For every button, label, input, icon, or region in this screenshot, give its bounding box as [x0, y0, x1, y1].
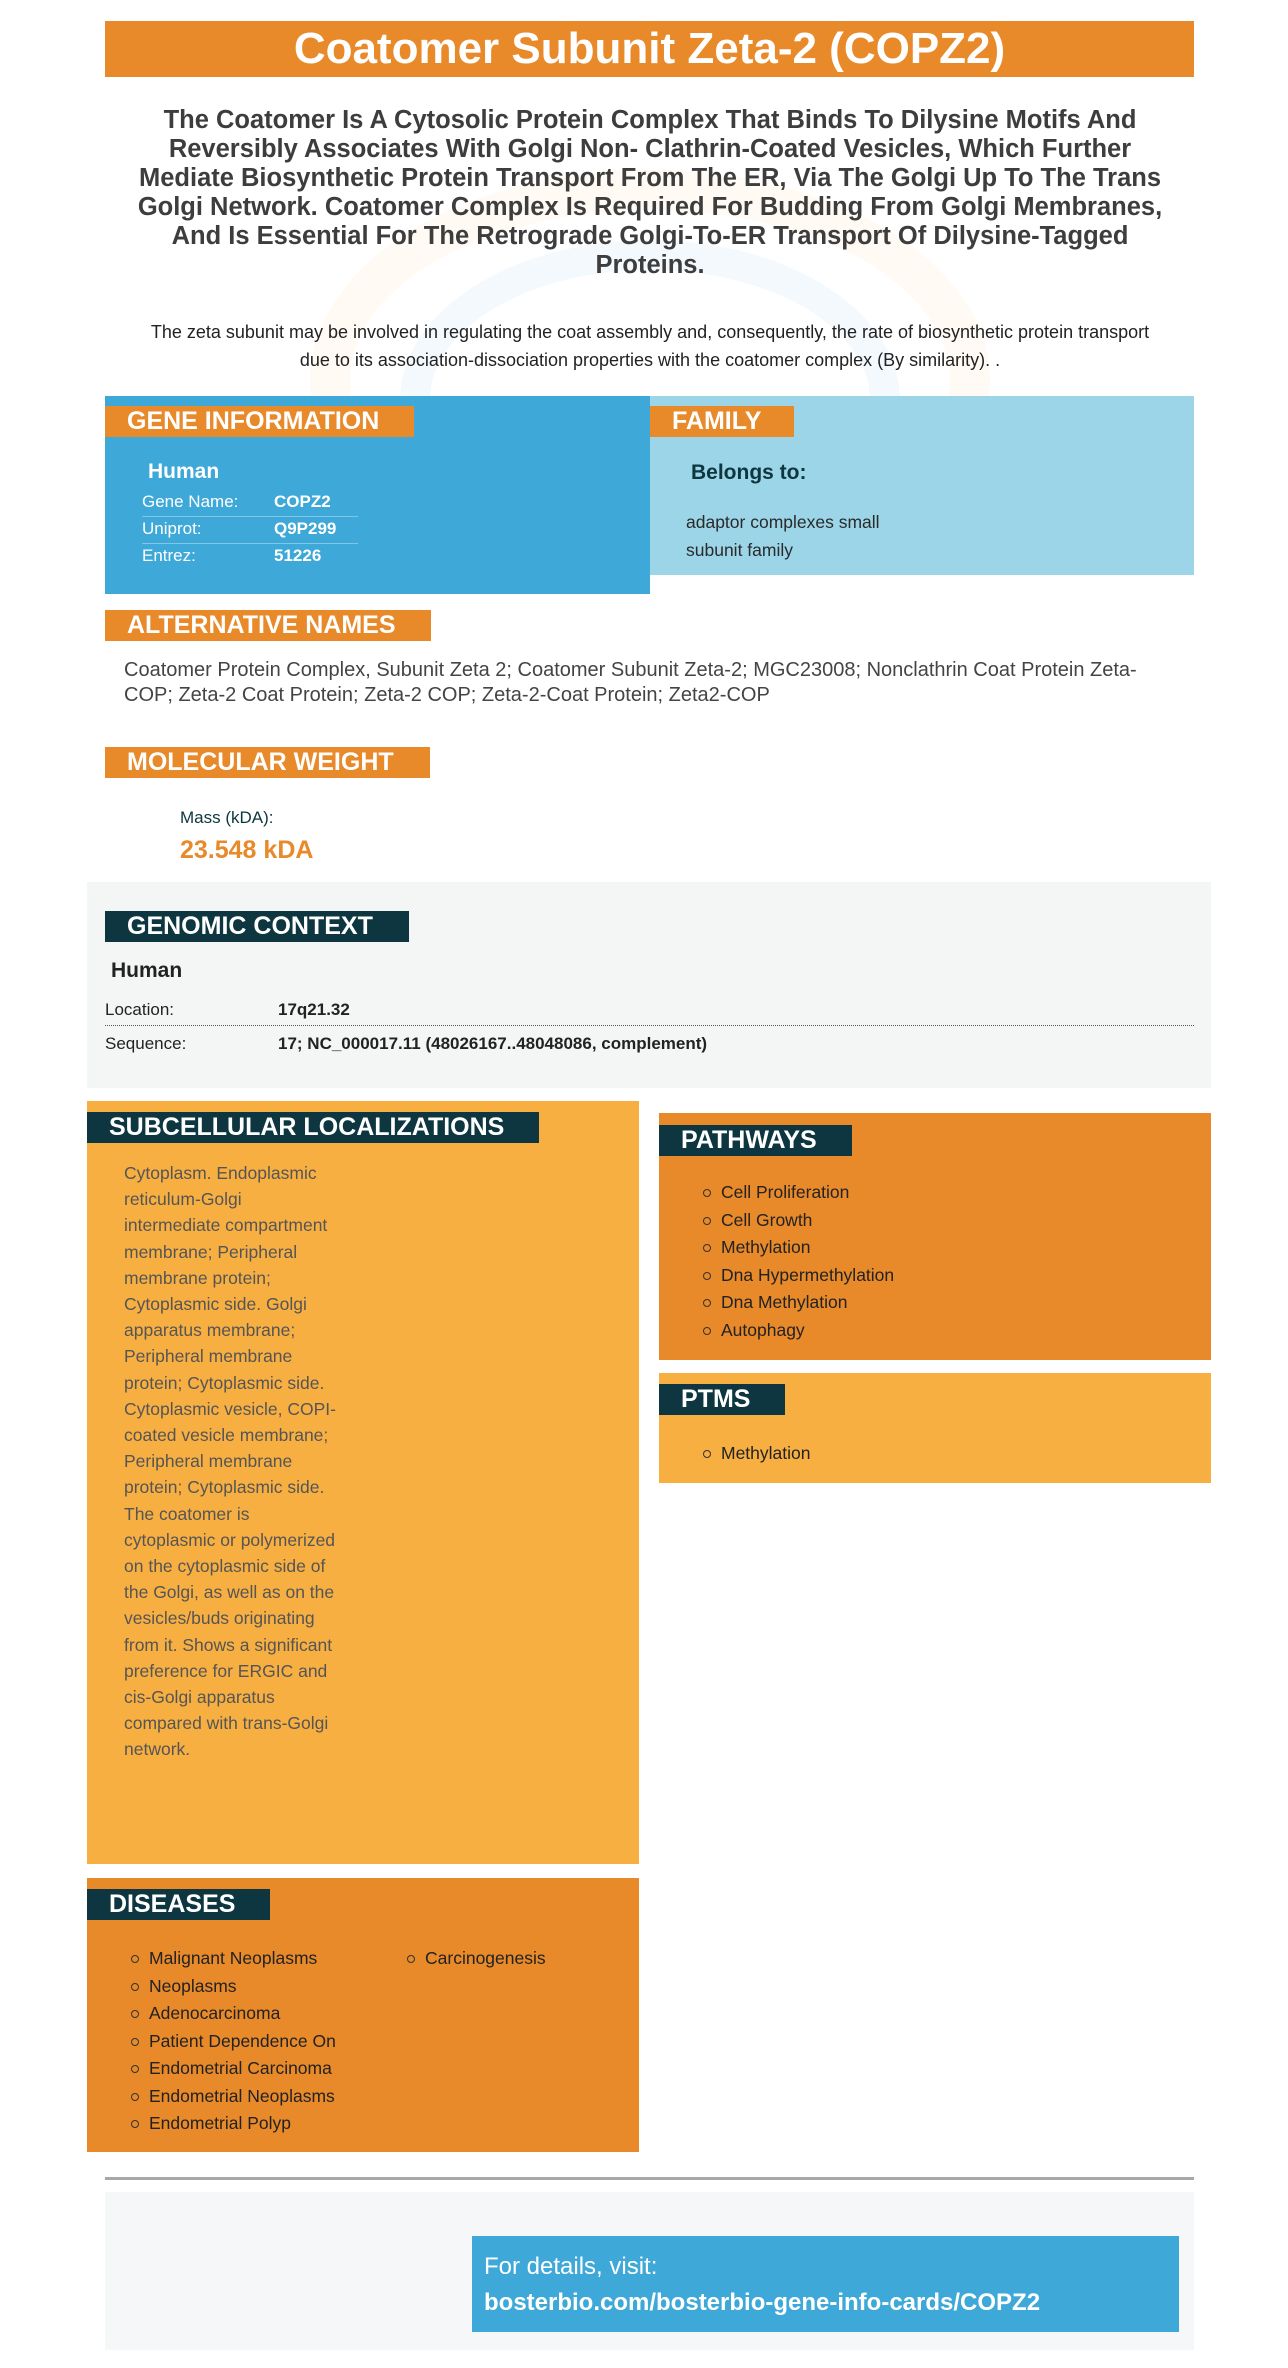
family-belongs-label: Belongs to:	[691, 461, 807, 484]
list-item: Cell Proliferation	[699, 1180, 894, 1208]
list-item: Carcinogenesis	[403, 1946, 546, 1974]
list-item: Endometrial Carcinoma	[127, 2056, 336, 2084]
details-link-box[interactable]	[472, 2236, 1179, 2332]
diseases-list-col2	[403, 1946, 546, 1974]
gene-row-value: Q9P299	[274, 519, 337, 538]
list-item: Methylation	[699, 1235, 894, 1263]
summary-text: The Coatomer Is A Cytosolic Protein Complex That Binds To Dilysine Motifs And Reversibly Associates With Golgi Non- Clathrin-Coated Vesicles, Which Further Mediate Biosynthetic Protein Transport From The ER, Via The Golgi Up To The Trans Golgi Network. Coatomer Complex Is Required For Budding From Golgi Membranes, And Is Essential For The Retrograde Golgi-To-ER Transport Of Dilysine-Tagged Proteins.	[137, 106, 1163, 279]
list-item: Dna Methylation	[699, 1290, 894, 1318]
family-line: adaptor complexes small	[686, 512, 880, 532]
details-link-intro: For details, visit:	[484, 2253, 658, 2280]
subcellular-localizations-heading: SUBCELLULAR LOCALIZATIONS	[87, 1112, 539, 1143]
family-line: subunit family	[686, 540, 793, 560]
gene-row-name	[142, 490, 358, 517]
list-item: Dna Hypermethylation	[699, 1263, 894, 1291]
sequence-label: Sequence:	[105, 1034, 187, 1053]
sequence-value: 17; NC_000017.11 (48026167..48048086, complement)	[278, 1034, 708, 1053]
details-link-url[interactable]: bosterbio.com/bosterbio-gene-info-cards/COPZ2	[484, 2289, 1041, 2316]
family-heading: FAMILY	[650, 406, 794, 437]
gene-row-label: Entrez:	[142, 546, 196, 565]
list-item: Patient Dependence On	[127, 2029, 336, 2057]
list-item: Methylation	[699, 1441, 811, 1469]
list-item: Cell Growth	[699, 1208, 894, 1236]
list-item: Endometrial Neoplasms	[127, 2084, 336, 2112]
list-item: Endometrial Polyp	[127, 2111, 336, 2139]
alternative-names-text: Coatomer Protein Complex, Subunit Zeta 2; Coatomer Subunit Zeta-2; MGC23008; Nonclathrin Coat Protein Zeta-COP; Zeta-2 Coat Protein; Zeta-2 COP; Zeta-2-Coat Protein; Zeta2-COP	[124, 659, 1137, 706]
genomic-species: Human	[111, 959, 183, 982]
gene-row-value: 51226	[274, 546, 322, 565]
diseases-heading: DISEASES	[87, 1889, 270, 1920]
genomic-sequence-row	[105, 1028, 1194, 1060]
gene-row-uniprot	[142, 517, 358, 544]
location-value: 17q21.32	[278, 1000, 350, 1019]
pathways-heading: PATHWAYS	[659, 1125, 852, 1156]
mass-value: 23.548 kDA	[180, 836, 314, 864]
genomic-location-row	[105, 994, 1194, 1026]
gene-row-label: Uniprot:	[142, 519, 202, 538]
gene-row-entrez	[142, 544, 358, 571]
mass-label: Mass (kDA):	[180, 808, 274, 827]
gene-row-label: Gene Name:	[142, 492, 239, 511]
list-item: Adenocarcinoma	[127, 2001, 336, 2029]
location-label: Location:	[105, 1000, 174, 1019]
list-item: Neoplasms	[127, 1974, 336, 2002]
gene-row-value: COPZ2	[274, 492, 331, 511]
genomic-context-heading: GENOMIC CONTEXT	[105, 911, 409, 942]
list-item: Malignant Neoplasms	[127, 1946, 336, 1974]
gene-information-heading: GENE INFORMATION	[105, 406, 414, 437]
ptms-heading: PTMS	[659, 1384, 785, 1415]
list-item: Autophagy	[699, 1318, 894, 1346]
ptms-list	[699, 1441, 811, 1469]
pathways-list	[699, 1180, 894, 1345]
subcellular-localizations-text: Cytoplasm. Endoplasmic reticulum-Golgi intermediate compartment membrane; Peripheral membrane protein; Cytoplasmic side. Golgi apparatus membrane; Peripheral membrane protein; Cytoplasmic side. Cytoplasmic vesicle, COPI-coated vesicle membrane; Peripheral membrane protein; Cytoplasmic side. The coatomer is cytoplasmic or polymerized on the cytoplasmic side of the Golgi, as well as on the vesicles/buds originating from it. Shows a significant preference for ERGIC and cis-Golgi apparatus compared with trans-Golgi network.	[124, 1163, 336, 1760]
footer-divider	[105, 2177, 1194, 2180]
molecular-weight-heading: MOLECULAR WEIGHT	[105, 747, 430, 778]
alternative-names-heading: ALTERNATIVE NAMES	[105, 610, 431, 641]
diseases-list-col1	[127, 1946, 336, 2139]
page-title: Coatomer Subunit Zeta-2 (COPZ2)	[105, 21, 1194, 77]
gene-species: Human	[148, 460, 220, 483]
description-text: The zeta subunit may be involved in regulating the coat assembly and, consequently, the rate of biosynthetic protein transport due to its association-dissociation properties with the coatomer complex (By similarity). .	[150, 322, 1150, 370]
